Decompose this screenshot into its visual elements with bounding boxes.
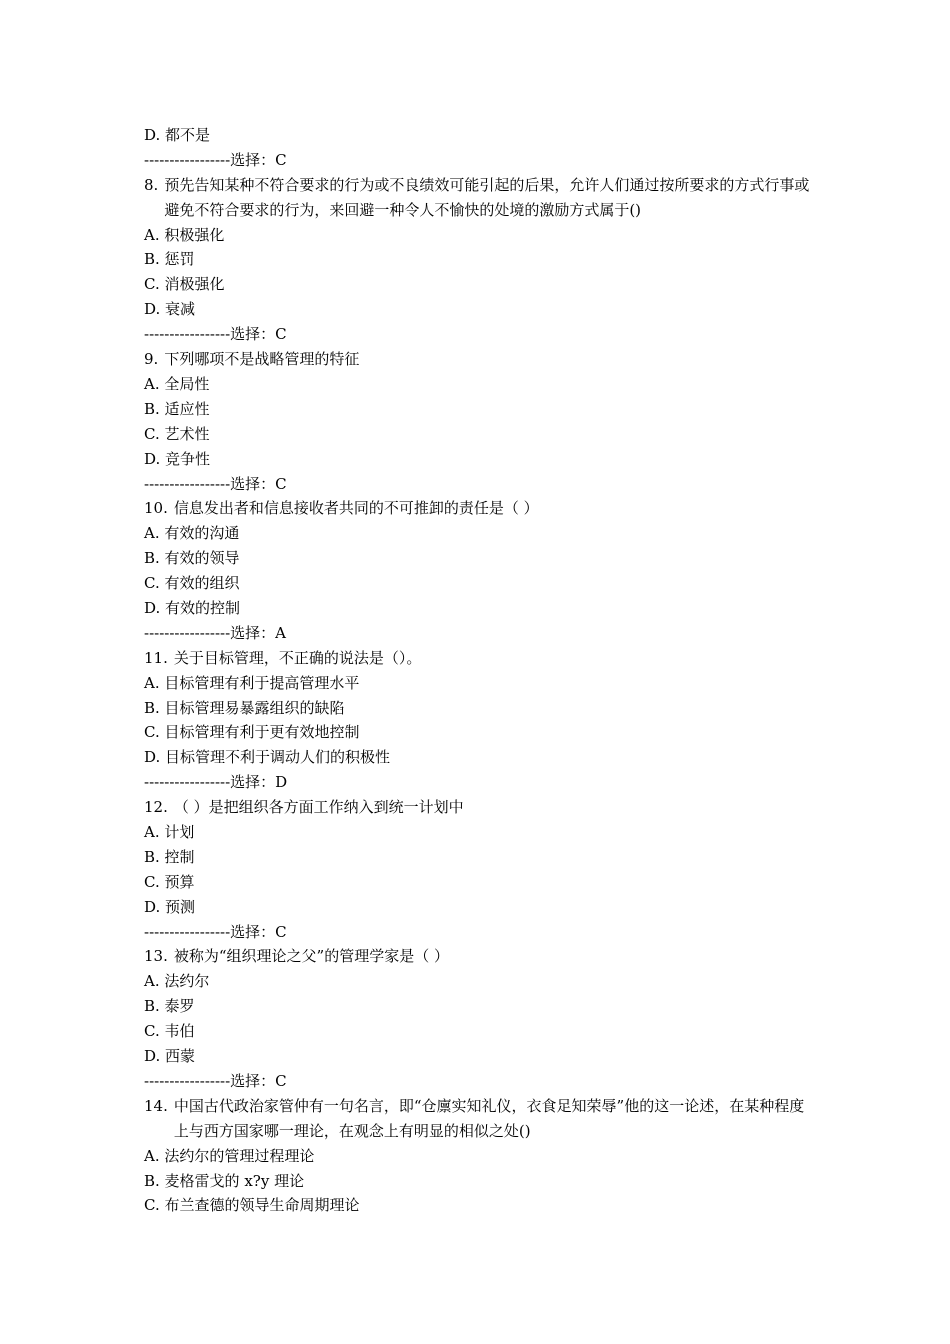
option-line: B. 麦格雷戈的 x?y 理论 bbox=[144, 1171, 305, 1190]
option-line: B. 泰罗 bbox=[144, 997, 195, 1016]
question-line bbox=[144, 496, 814, 521]
question-text: 被称为“组织理论之父”的管理学家是（ ） bbox=[173, 947, 449, 966]
option-line: D. 目标管理不利于调动人们的积极性 bbox=[144, 748, 391, 767]
option-line: B. 惩罚 bbox=[144, 250, 195, 269]
option-line: C. 目标管理有利于更有效地控制 bbox=[144, 723, 360, 742]
answer-line: -----------------选择：D bbox=[144, 773, 288, 792]
question-number: 8. bbox=[144, 175, 159, 194]
question-line bbox=[144, 646, 814, 671]
question-number: 10. bbox=[144, 499, 168, 518]
question-number: 12. bbox=[144, 798, 168, 817]
answer-line: -----------------选择：C bbox=[144, 1071, 287, 1090]
option-line: D. 有效的控制 bbox=[144, 598, 241, 617]
option-line: A. 法约尔的管理过程理论 bbox=[144, 1146, 315, 1165]
answer-line: -----------------选择：C bbox=[144, 474, 287, 493]
question-line bbox=[144, 944, 814, 969]
question-number: 14. bbox=[144, 1096, 168, 1115]
option-line: A. 计划 bbox=[144, 823, 195, 842]
option-line: A. 积极强化 bbox=[144, 225, 225, 244]
answer-line: -----------------选择：C bbox=[144, 325, 287, 344]
option-line: C. 预算 bbox=[144, 872, 195, 891]
option-line: B. 目标管理易暴露组织的缺陷 bbox=[144, 698, 345, 717]
option-line: D. 预测 bbox=[144, 897, 196, 916]
question-line bbox=[144, 1094, 814, 1144]
question-number: 11. bbox=[144, 648, 168, 667]
option-line: B. 有效的领导 bbox=[144, 549, 240, 568]
question-line bbox=[144, 347, 814, 372]
option-line: D. 西蒙 bbox=[144, 1047, 196, 1066]
option-line: A. 法约尔 bbox=[144, 972, 210, 991]
option-line: C. 有效的组织 bbox=[144, 574, 240, 593]
question-text: 下列哪项不是战略管理的特征 bbox=[164, 350, 360, 369]
answer-line: -----------------选择：C bbox=[144, 150, 287, 169]
option-line: C. 艺术性 bbox=[144, 424, 210, 443]
answer-line: -----------------选择：C bbox=[144, 922, 287, 941]
option-line: D. 衰减 bbox=[144, 300, 196, 319]
option-line: D. 竞争性 bbox=[144, 449, 211, 468]
question-line bbox=[144, 173, 814, 223]
option-line: C. 布兰查德的领导生命周期理论 bbox=[144, 1196, 360, 1215]
option-line: C. 韦伯 bbox=[144, 1022, 195, 1041]
option-line: C. 消极强化 bbox=[144, 275, 225, 294]
question-text: 中国古代政治家管仲有一句名言，即“仓廪实知礼仪，衣食足知荣辱”他的这一论述，在某种程度上与西方国家哪一理论，在观念上有明显的相似之处() bbox=[173, 1096, 805, 1140]
question-line bbox=[144, 795, 814, 820]
answer-line: -----------------选择：A bbox=[144, 623, 286, 642]
option-line: A. 目标管理有利于提高管理水平 bbox=[144, 673, 360, 692]
document-page bbox=[144, 123, 814, 1218]
option-line: B. 控制 bbox=[144, 847, 195, 866]
option-line: A. 全局性 bbox=[144, 374, 210, 393]
question-text: 信息发出者和信息接收者共同的不可推卸的责任是（ ） bbox=[173, 499, 539, 518]
question-number: 13. bbox=[144, 947, 168, 966]
question-text: 关于目标管理，不正确的说法是（）。 bbox=[173, 648, 422, 667]
question-text: 预先告知某种不符合要求的行为或不良绩效可能引起的后果，允许人们通过按所要求的方式行事或避免不符合要求的行为，来回避一种令人不愉快的处境的激励方式属于() bbox=[164, 175, 810, 219]
question-text: （ ）是把组织各方面工作纳入到统一计划中 bbox=[173, 798, 464, 817]
option-line: B. 适应性 bbox=[144, 399, 210, 418]
option-line: D. 都不是 bbox=[144, 126, 211, 144]
option-line: A. 有效的沟通 bbox=[144, 524, 240, 543]
question-number: 9. bbox=[144, 350, 159, 369]
